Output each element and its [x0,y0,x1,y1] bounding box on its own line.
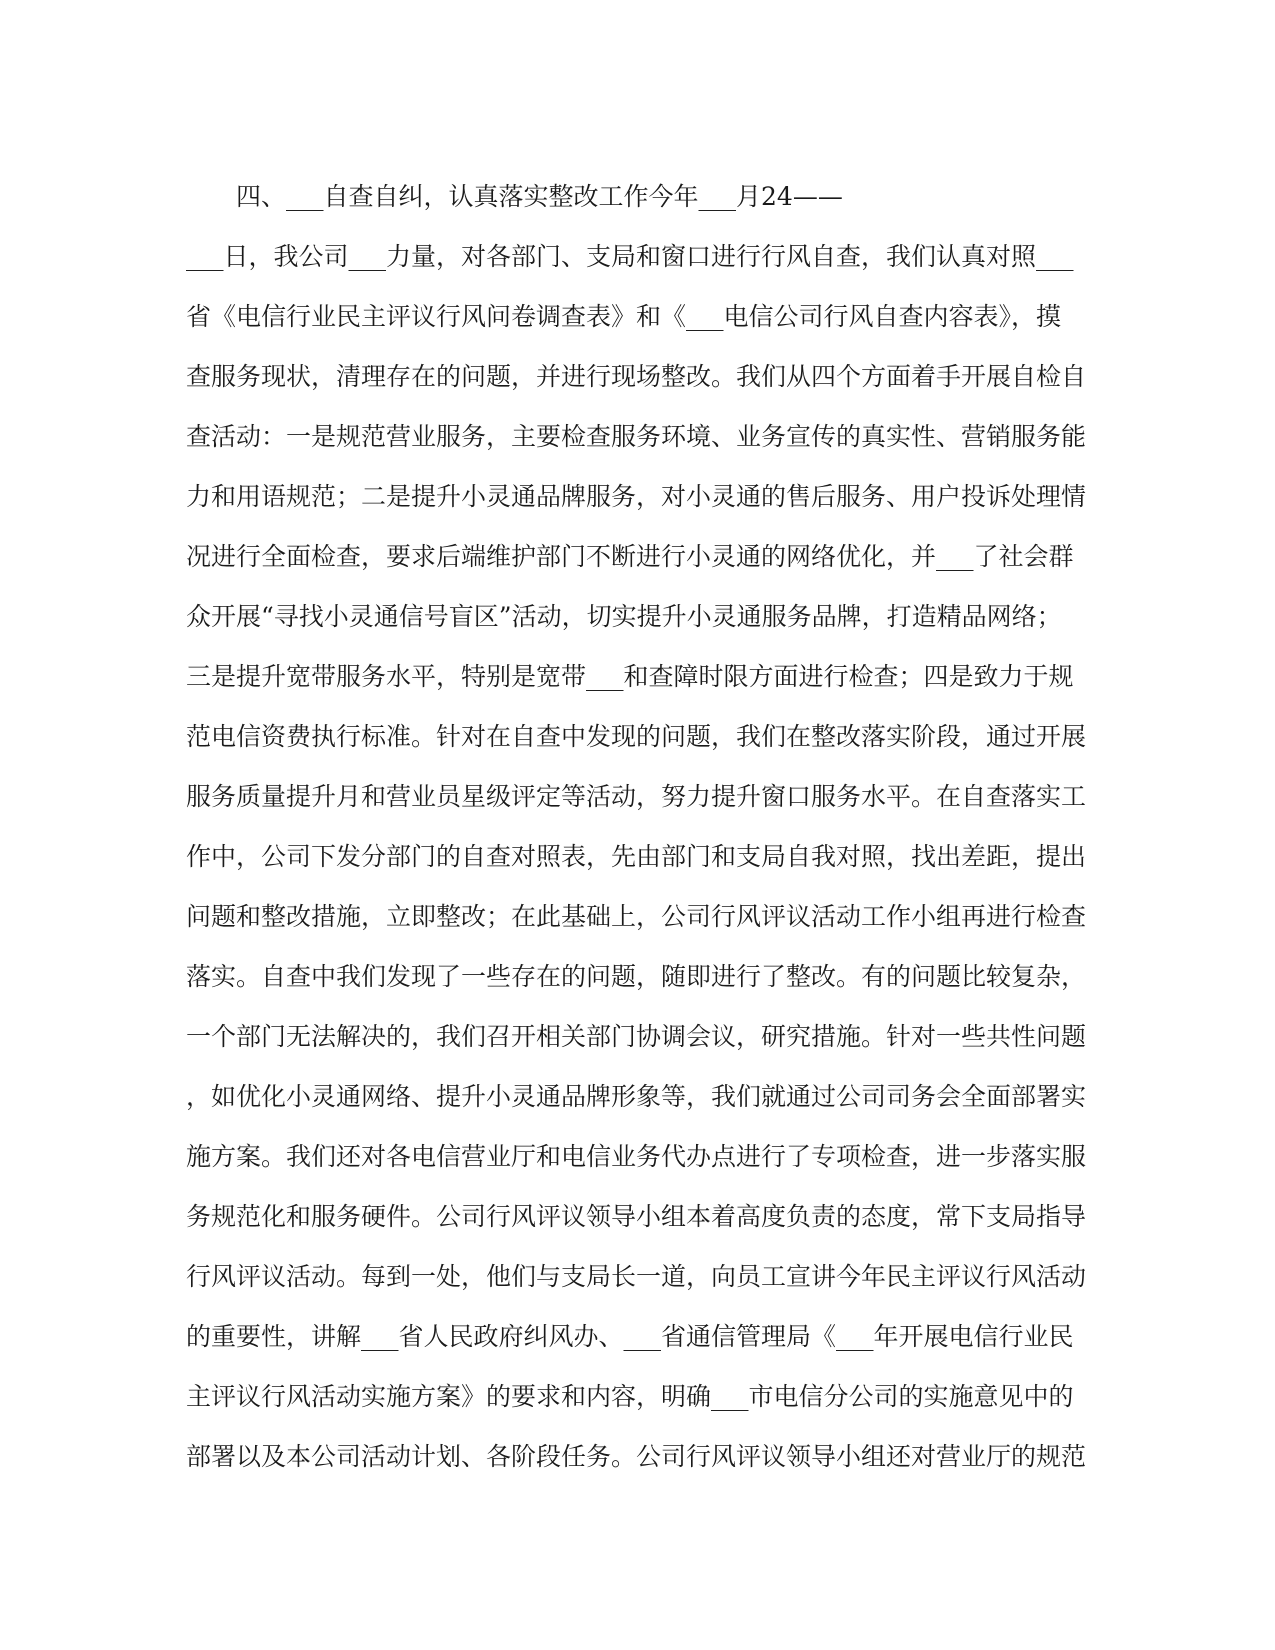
paragraph-line: 部署以及本公司活动计划、各阶段任务。公司行风评议领导小组还对营业厅的规范 [186,1442,1087,1471]
paragraph-line: ___日，我公司___力量，对各部门、支局和窗口进行行风自查，我们认真对照___ [186,242,1074,271]
paragraph-line: 服务质量提升月和营业员星级评定等活动，努力提升窗口服务水平。在自查落实工 [186,782,1087,811]
paragraph-line: 查服务现状，清理存在的问题，并进行现场整改。我们从四个方面着手开展自检自 [186,362,1087,391]
paragraph-line: 的重要性，讲解___省人民政府纠风办、___省通信管理局《___年开展电信行业民 [186,1322,1074,1351]
paragraph-line: 行风评议活动。每到一处，他们与支局长一道，向员工宣讲今年民主评议行风活动 [186,1262,1087,1291]
paragraph-line: 作中，公司下发分部门的自查对照表，先由部门和支局自我对照，找出差距，提出 [186,842,1087,871]
paragraph-line: 况进行全面检查，要求后端维护部门不断进行小灵通的网络优化，并___了社会群 [186,542,1074,571]
paragraph-line: 一个部门无法解决的，我们召开相关部门协调会议，研究措施。针对一些共性问题 [186,1022,1087,1051]
paragraph-line: 落实。自查中我们发现了一些存在的问题，随即进行了整改。有的问题比较复杂， [186,962,1087,991]
paragraph-line: 三是提升宽带服务水平，特别是宽带___和查障时限方面进行检查；四是致力于规 [186,662,1074,691]
paragraph-line: 众开展“寻找小灵通信号盲区”活动，切实提升小灵通服务品牌，打造精品网络； [186,602,1062,631]
paragraph-line: 范电信资费执行标准。针对在自查中发现的问题，我们在整改落实阶段，通过开展 [186,722,1087,751]
paragraph-line: 查活动：一是规范营业服务，主要检查服务环境、业务宣传的真实性、营销服务能 [186,422,1087,451]
body-text [186,167,1086,1487]
paragraph-line: 施方案。我们还对各电信营业厅和电信业务代办点进行了专项检查，进一步落实服 [186,1142,1087,1171]
paragraph-line: 主评议行风活动实施方案》的要求和内容，明确___市电信分公司的实施意见中的 [186,1382,1074,1411]
paragraph-line: ，如优化小灵通网络、提升小灵通品牌形象等，我们就通过公司司务会全面部署实 [186,1082,1087,1111]
paragraph-line: 问题和整改措施，立即整改；在此基础上，公司行风评议活动工作小组再进行检查 [186,902,1087,931]
paragraph-line: 力和用语规范；二是提升小灵通品牌服务，对小灵通的售后服务、用户投诉处理情 [186,482,1087,511]
paragraph-line: 省《电信行业民主评议行风问卷调查表》和《___电信公司行风自查内容表》，摸 [186,302,1062,331]
paragraph-line: 四、___自查自纠，认真落实整改工作今年___月24—— [236,182,843,211]
paragraph-line: 务规范化和服务硬件。公司行风评议领导小组本着高度负责的态度，常下支局指导 [186,1202,1087,1231]
